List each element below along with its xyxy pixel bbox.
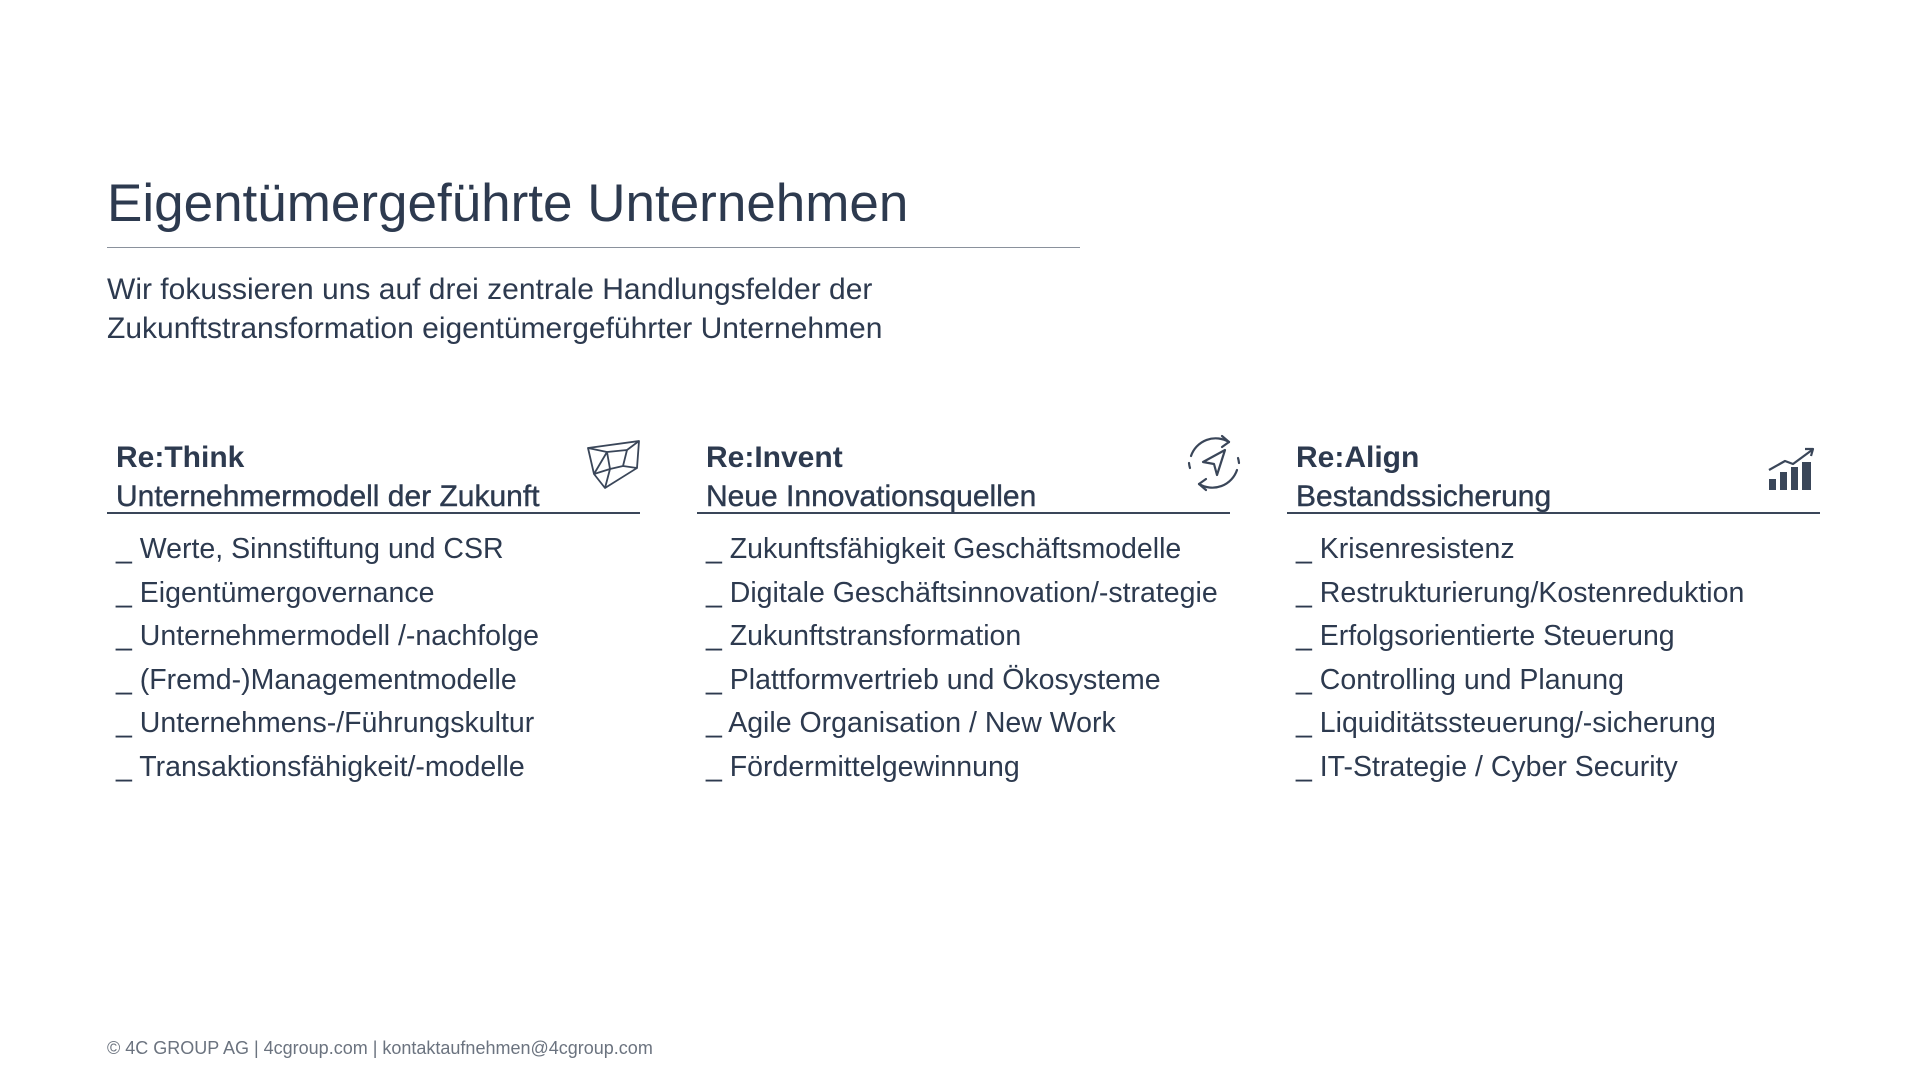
page-title: Eigentümergeführte Unternehmen [107,174,909,233]
topic-list [1296,528,1744,789]
list-item: _ Erfolgsorientierte Steuerung [1296,620,1675,652]
list-item: _ Fördermittelgewinnung [706,750,1020,783]
column-focus: Neue Innovationsquellen [706,480,1037,513]
list-item: _ (Fremd-)Managementmodelle [116,663,517,696]
list-item: _ Liquiditätssteuerung/-sicherung [1296,707,1716,739]
column-divider [1287,512,1820,514]
subtitle-line-2: Zukunftstransformation eigentümergeführter Unternehmen [107,312,883,345]
column-header [107,432,640,512]
list-item: _ Zukunftstransformation [706,620,1022,652]
column-name: Re:Think [116,441,245,474]
list-item: _ Plattformvertrieb und Ökosysteme [706,663,1161,696]
column-heading [706,438,1036,516]
column-divider [697,512,1230,514]
column-focus: Unternehmermodell der Zukunft [116,480,540,513]
column-realign [1287,432,1820,783]
topic-list [706,528,1218,789]
polyhedron-icon [583,432,645,494]
list-item: _ Digitale Geschäftsinnovation/-strategie [706,576,1218,609]
list-item: _ Eigentümergovernance [116,576,435,609]
column-heading [1296,438,1551,516]
column-heading [116,438,540,516]
subtitle-line-1: Wir fokussieren uns auf drei zentrale Handlungsfelder der [107,273,873,306]
list-item: _ Zukunftsfähigkeit Geschäftsmodelle [706,533,1182,565]
column-focus: Bestandssicherung [1296,480,1552,513]
list-item: _ Restrukturierung/Kostenreduktion [1296,576,1745,609]
list-item: _ Agile Organisation / New Work [706,707,1116,739]
column-name: Re:Align [1296,441,1420,474]
column-header [697,432,1230,512]
list-item: _ Krisenresistenz [1296,533,1515,565]
column-divider [107,512,640,514]
topic-list [116,528,539,789]
page-subtitle [107,270,1007,348]
list-item: _ IT-Strategie / Cyber Security [1296,750,1678,783]
list-item: _ Unternehmens-/Führungskultur [116,707,535,739]
column-reinvent [697,432,1230,783]
list-item: _ Werte, Sinnstiftung und CSR [116,533,504,565]
column-rethink [107,432,640,783]
column-name: Re:Invent [706,441,843,474]
column-header [1287,432,1820,512]
title-divider [107,247,1080,248]
navigation-cycle-icon [1183,432,1245,494]
list-item: _ Transaktionsfähigkeit/-modelle [116,750,525,783]
list-item: _ Controlling und Planung [1296,663,1624,696]
list-item: _ Unternehmermodell /-nachfolge [116,620,539,652]
footer-legal: © 4C GROUP AG | 4cgroup.com | kontaktaufnehmen@4cgroup.com [107,1038,653,1058]
growth-chart-icon [1763,432,1825,494]
